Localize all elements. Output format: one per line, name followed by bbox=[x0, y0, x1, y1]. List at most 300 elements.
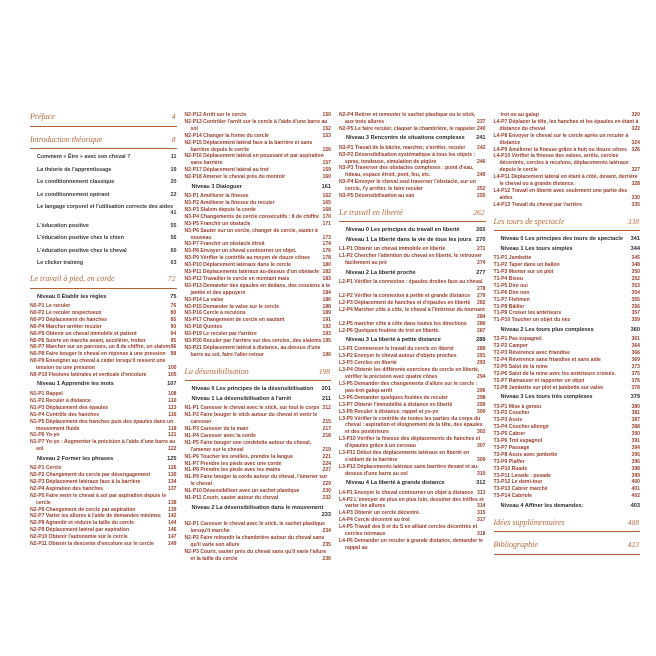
page-number: 165 bbox=[322, 199, 331, 206]
toc-exercise-entry bbox=[494, 473, 641, 480]
toc-exercise-entry bbox=[339, 193, 486, 200]
entry-label: Niveau 0 Les principes du travail en liberté bbox=[346, 227, 460, 234]
toc-exercise-entry bbox=[30, 520, 177, 527]
entry-label: N1-P4 Caresser avec la corde bbox=[184, 432, 256, 439]
toc-exercise-entry bbox=[494, 202, 641, 209]
entry-label: N2-P11 Obtenir la descente d'encolure sur le cercle bbox=[30, 541, 154, 548]
toc-exercise-entry bbox=[494, 283, 641, 290]
entry-label: L3-P12 Déplacements latéraux sans barrière devant et au-dessus d'une barre au sol bbox=[339, 463, 479, 477]
page-number: 309 bbox=[477, 456, 486, 463]
entry-label: N0-P9 Enseigner au cheval à céder lorsqu'il ressent une tension ou une pression bbox=[30, 358, 166, 372]
entry-label: N3-P5 Franchir un obstacle bbox=[184, 220, 251, 227]
toc-exercise-entry bbox=[494, 147, 641, 154]
toc-exercise-entry bbox=[339, 279, 486, 293]
page-number: 298 bbox=[477, 394, 486, 401]
toc-exercise-entry bbox=[185, 345, 332, 359]
page-number: 345 bbox=[631, 255, 640, 262]
entry-label: T3-P5 Cabrer bbox=[493, 431, 526, 438]
toc-exercise-entry bbox=[339, 126, 486, 133]
page-number: 364 bbox=[631, 343, 640, 350]
page-number: 233 bbox=[321, 511, 331, 518]
toc-level-heading bbox=[185, 505, 332, 519]
entry-label: N3-P3 Traverser des obstacles complexes : point d'eau, rideau, espace étroit, pont, feu, etc. bbox=[339, 165, 474, 179]
toc-exercise-entry bbox=[339, 436, 486, 450]
entry-label: Niveau 0 Établir les règles bbox=[37, 293, 107, 300]
entry-label: N1-P3 Caresser de la main bbox=[184, 426, 249, 433]
entry-label: L3-P1 Commencer le travail du cercle en liberté bbox=[339, 346, 454, 353]
page-number: 107 bbox=[167, 381, 177, 388]
entry-label: Niveau 3 Les tours très complexes bbox=[500, 394, 593, 400]
toc-exercise-entry bbox=[185, 331, 332, 338]
toc-exercise-entry bbox=[339, 293, 486, 300]
page-number: 289 bbox=[477, 346, 486, 353]
page-number: 394 bbox=[631, 444, 640, 451]
toc-exercise-entry bbox=[185, 495, 332, 502]
toc-column-2 bbox=[185, 112, 332, 562]
toc-level-heading bbox=[339, 337, 486, 344]
page-number: 354 bbox=[631, 289, 640, 296]
page-number: 302 bbox=[477, 429, 486, 436]
page-number: 230 bbox=[322, 488, 331, 495]
entry-label: Niveau 2 La désensibilisation dans le mouvement bbox=[191, 504, 324, 511]
entry-label: N3-P11 Déplacements latéraux au-dessus d'un obstacle bbox=[184, 269, 320, 276]
page-number: 315 bbox=[477, 510, 486, 517]
page-number: 366 bbox=[631, 350, 640, 357]
toc-exercise-entry bbox=[30, 419, 177, 433]
page-number: 277 bbox=[476, 269, 486, 276]
page-number: 255 bbox=[477, 193, 486, 200]
page-number: 168 bbox=[322, 206, 331, 213]
entry-label: N3-P7 Franchir un obstacle étroit bbox=[184, 241, 265, 248]
page-number: 183 bbox=[322, 275, 331, 282]
entry-label: T2-P1 Pas espagnol bbox=[493, 336, 542, 343]
entry-label: N3-P4 Envoyer le cheval seul traverser l'obstacle, sur un cercle, l'y arrêter, le faire reculer bbox=[339, 179, 476, 193]
toc-exercise-entry bbox=[494, 452, 641, 459]
toc-exercise-entry bbox=[185, 433, 332, 440]
entry-label: T1-P10 Toucher un objet du nez bbox=[493, 317, 571, 324]
toc-exercise-entry bbox=[185, 426, 332, 433]
entry-label: N2-P13 Contrôler l'arrêt sur le cercle à l'aide d'une barre au sol bbox=[184, 118, 328, 132]
page-number: 201 bbox=[321, 386, 331, 393]
entry-label: L3-P3 Cercles en liberté bbox=[339, 360, 397, 367]
page-number: 242 bbox=[477, 144, 486, 151]
page-number: 125 bbox=[167, 455, 177, 462]
entry-label: T3-P2 Coucher bbox=[493, 410, 530, 417]
entry-label: N2-P12 Arrêt sur le cercle bbox=[184, 112, 247, 118]
page-number: 173 bbox=[322, 234, 331, 241]
entry-label: N2-P10 Obtenir l'autonomie sur le cercle bbox=[30, 534, 128, 541]
toc-exercise-entry bbox=[494, 317, 641, 324]
page-number: 344 bbox=[630, 245, 640, 252]
page-number: 184 bbox=[322, 289, 331, 296]
entry-label: L3-P6 Demander quelques foulées de reculer bbox=[339, 394, 448, 401]
entry-label: T3-P8 Assis avec jambette bbox=[493, 451, 558, 458]
toc-exercise-entry: N0-P3 Déplacement de hanches 85 bbox=[30, 316, 177, 323]
entry-label: N0-P6 Suivre en marche avant, accélérer, trotter bbox=[30, 337, 146, 344]
entry-label: N3-P13 Demander des épaules en dedans, des cessions à la jambe et des appuyers bbox=[184, 282, 331, 296]
page-number: 150 bbox=[322, 112, 331, 118]
page-number: 293 bbox=[477, 360, 486, 367]
toc-exercise-entry bbox=[494, 417, 641, 424]
page-number: 387 bbox=[631, 417, 640, 424]
page-number: 11 bbox=[170, 154, 177, 160]
entry-label: La théorie de l'apprentissage bbox=[37, 166, 112, 173]
toc-exercise-entry bbox=[339, 300, 486, 307]
entry-label: N2-P2 Changement du cercle par désengagement bbox=[30, 472, 151, 479]
entry-label: T1-P4 Bisou bbox=[493, 275, 523, 282]
entry-label: Niveau 4 La liberté à grande distance bbox=[346, 480, 445, 487]
entry-label: L3-P5 Demander des changements d'allure sur le cercle : pas-trot-galop-arrêt bbox=[339, 380, 478, 394]
page-number: 286 bbox=[477, 320, 486, 327]
toc-exercise-entry bbox=[339, 112, 486, 126]
entry-label: L4-P2 L'envoyer de plus en plus loin, dessiner des trèfles et varier les allures bbox=[339, 496, 484, 510]
entry-label: Niveau 0 Les principes de la désensibilisation bbox=[191, 386, 314, 393]
toc-exercise-entry: N0-P6 Suivre en marche avant, accélérer, trotter 95 bbox=[30, 337, 177, 344]
toc-exercise-entry bbox=[494, 410, 641, 417]
page-number: 369 bbox=[631, 356, 640, 363]
toc-chapter-entry bbox=[30, 248, 177, 254]
entry-label: Le conditionnement classique bbox=[37, 179, 115, 185]
page-number: 189 bbox=[322, 310, 331, 317]
entry-label: trot ou au galop bbox=[500, 112, 539, 118]
toc-exercise-entry: N0-P5 Obtenir un cheval immobile et patient 94 bbox=[30, 330, 177, 337]
entry-label: N1-P4 Contrôle des hanches bbox=[30, 411, 100, 418]
page-number: 402 bbox=[631, 493, 640, 500]
entry-label: Le travail en liberté bbox=[339, 207, 403, 217]
page-number: 380 bbox=[631, 403, 640, 410]
entry-label: Le clicker training bbox=[37, 260, 84, 266]
toc-section-heading bbox=[185, 367, 332, 382]
entry-label: N3-P5 Désensibilisation au van bbox=[339, 193, 415, 200]
toc-level-heading bbox=[185, 386, 332, 393]
page-number: 361 bbox=[631, 336, 640, 343]
page-number: 274 bbox=[477, 260, 486, 267]
page-number: 20 bbox=[170, 179, 177, 185]
entry-label: N0-P1 Le reculer bbox=[30, 303, 71, 309]
page-number: 375 bbox=[631, 370, 640, 377]
page-number: 237 bbox=[477, 118, 486, 125]
toc-exercise-entry bbox=[494, 304, 641, 311]
entry-label: L3-P4 Obtenir les différents exercices du cercle en liberté, vérifier la précision avec quatre cônes bbox=[339, 367, 480, 381]
entry-label: T3-P9 Piaffer bbox=[493, 458, 525, 465]
toc-exercise-entry bbox=[494, 133, 641, 147]
page-number: 278 bbox=[477, 286, 486, 293]
toc-exercise-entry bbox=[185, 112, 332, 119]
page-number: 193 bbox=[322, 331, 331, 338]
toc-exercise-entry bbox=[30, 398, 177, 405]
page-number: 262 bbox=[473, 207, 485, 217]
toc-exercise-entry bbox=[494, 431, 641, 438]
toc-exercise-entry bbox=[185, 304, 332, 311]
entry-label: N2-P3 Déplacement latéraux face à la barrière bbox=[30, 478, 141, 485]
page-number: 288 bbox=[476, 336, 486, 343]
page-number: 232 bbox=[322, 495, 331, 502]
entry-label: N1-P7 Yo-yo : Augmenter la précision à l'aide d'une barre au sol bbox=[30, 439, 176, 453]
toc-exercise-entry bbox=[185, 297, 332, 304]
page-number: 390 bbox=[631, 431, 640, 438]
toc-exercise-entry bbox=[339, 346, 486, 353]
page-number: 171 bbox=[322, 220, 331, 227]
toc-exercise-entry bbox=[185, 521, 332, 535]
entry-label: Idées supplémentaires bbox=[493, 517, 565, 527]
toc-section-heading bbox=[494, 518, 641, 533]
toc-exercise-entry bbox=[339, 307, 486, 321]
page-number: 219 bbox=[322, 446, 331, 453]
entry-label: L2-P4 Marcher côte à côte, le cheval à l'intérieur du tournant bbox=[339, 306, 485, 313]
page-number: 265 bbox=[476, 227, 486, 234]
toc-exercise-entry bbox=[494, 255, 641, 262]
entry-label: N0-P2 Le reculer respectueux bbox=[30, 309, 102, 316]
entry-label: L4-P13 Travail du cheval par l'arrière bbox=[493, 201, 582, 208]
toc-level-heading bbox=[339, 237, 486, 244]
page-number: 322 bbox=[631, 125, 640, 132]
entry-label: T3-P3 Assis bbox=[493, 417, 523, 424]
page-number: 142 bbox=[168, 513, 177, 520]
page-number: 356 bbox=[631, 303, 640, 310]
entry-label: Niveau 4 Affiner les demandes: bbox=[500, 502, 584, 509]
page-number: 192 bbox=[322, 324, 331, 331]
entry-label: L3-P11 Début des déplacements latéraux en liberté en s'aidant de la barrière bbox=[339, 450, 470, 463]
entry-label: T2-P5 Salut de la reine bbox=[493, 363, 548, 370]
page-number: 400 bbox=[631, 479, 640, 486]
page-number: 108 bbox=[168, 390, 177, 397]
entry-label: N3-P15 Demander la valse sur le cercle bbox=[184, 303, 280, 310]
toc-exercise-entry bbox=[339, 497, 486, 511]
page-number: 121 bbox=[168, 432, 177, 439]
page-number: 252 bbox=[477, 186, 486, 193]
entry-label: Niveau 3 Rencontre de situations complexes bbox=[346, 135, 465, 142]
entry-label: Niveau 1 La désensibilisation à l'arrêt bbox=[191, 395, 292, 402]
entry-label: Niveau 3 Dialoguer bbox=[191, 183, 242, 190]
page-number: 357 bbox=[631, 310, 640, 317]
toc-section-heading bbox=[30, 135, 177, 150]
page-number: 227 bbox=[322, 467, 331, 474]
toc-exercise-entry bbox=[185, 174, 332, 181]
page-number: 130 bbox=[168, 472, 177, 479]
entry-label: N2-P15 Déplacement latéral face à la barrière et sans barrière depuis le cercle bbox=[184, 139, 313, 153]
toc-exercise-entry bbox=[185, 200, 332, 207]
toc-exercise-entry: N0-P2 Le reculer respectueux 80 bbox=[30, 309, 177, 316]
entry-label: T2-P4 Révérence sans friandise et sans aide bbox=[493, 356, 601, 363]
toc-level-heading bbox=[339, 135, 486, 142]
page-number: 287 bbox=[477, 327, 486, 334]
toc-entry-continuation bbox=[494, 112, 641, 119]
page-number: 195 bbox=[322, 338, 331, 345]
toc-exercise-entry bbox=[185, 221, 332, 228]
toc-exercise-entry: N0-P4 Marcher arrêter reculer 90 bbox=[30, 323, 177, 330]
page-number: 317 bbox=[477, 517, 486, 524]
toc-exercise-entry bbox=[30, 405, 177, 412]
entry-label: T3-P4 Coucher allongé bbox=[493, 424, 549, 431]
toc-exercise-entry bbox=[30, 527, 177, 534]
page-number: 330 bbox=[631, 194, 640, 201]
entry-label: N1-P10 Désensibiliser avec un sachet plastique bbox=[184, 488, 300, 495]
entry-label: L4-P3 Obtenir un cercle décentré. bbox=[339, 510, 421, 517]
page-number: 291 bbox=[477, 353, 486, 360]
page-number: 341 bbox=[630, 236, 640, 243]
entry-label: N3-P9 Vérifier le contrôle au moyen de douze cônes bbox=[184, 255, 310, 262]
table-of-contents bbox=[30, 112, 640, 562]
toc-chapter-entry bbox=[30, 235, 177, 241]
entry-label: N2-P5 Le faire reculer, claquer la chambrière, le rappeler bbox=[339, 125, 476, 132]
page-number: 105 bbox=[168, 372, 177, 379]
page-number: 408 bbox=[627, 517, 639, 527]
toc-exercise-entry bbox=[339, 367, 486, 381]
page-number: 212 bbox=[322, 405, 331, 412]
entry-label: Bibliographie bbox=[493, 540, 538, 550]
toc-level-heading bbox=[494, 327, 641, 334]
entry-label: T3-P6 Trot espagnol bbox=[493, 438, 543, 445]
page-number: 156 bbox=[322, 146, 331, 153]
entry-label: L4-P8 Envoyer le cheval sur le cercle après un reculer à distance bbox=[493, 132, 629, 146]
page-number: 198 bbox=[318, 366, 330, 376]
toc-exercise-entry bbox=[185, 228, 332, 242]
entry-label: N1-P2 Faire bouger le stick autour du cheval et venir le caresser bbox=[184, 412, 318, 426]
toc-exercise-entry bbox=[339, 360, 486, 367]
entry-label: L'éducation positive chez le cheval bbox=[37, 247, 127, 254]
entry-label: N1-P7 Prendre les pieds avec une corde bbox=[184, 460, 282, 467]
entry-label: L2-P1 Vérifier la connexion : épaules droites face au cheval bbox=[339, 279, 483, 286]
entry-label: N3-P12 Travailler le cercle en montant mais bbox=[184, 275, 290, 282]
page-number: 271 bbox=[477, 246, 486, 253]
toc-chapter-entry bbox=[30, 223, 177, 229]
entry-label: T2-P7 Ramasser et rapporter un objet bbox=[493, 377, 585, 384]
entry-label: N1-P5 Déplacement des hanches puis des épaules dans un mouvement fluide bbox=[30, 418, 174, 432]
page-number: 314 bbox=[477, 503, 486, 510]
toc-exercise-entry bbox=[185, 262, 332, 269]
page-number: 118 bbox=[168, 425, 177, 432]
page-number: 360 bbox=[630, 326, 640, 333]
page-number: 149 bbox=[168, 541, 177, 548]
page-number: 391 bbox=[631, 438, 640, 445]
toc-exercise-entry bbox=[494, 479, 641, 486]
toc-exercise-entry bbox=[339, 328, 486, 335]
toc-level-heading bbox=[494, 246, 641, 253]
entry-label: N0-P7 Marcher sur un parcours, un 8 de chiffre, un slalom bbox=[30, 344, 171, 351]
entry-label: N2-P4 Retirer et remonter le sachet plastique ou le stick, aux trois allures bbox=[339, 112, 476, 125]
page-number: 324 bbox=[631, 139, 640, 146]
toc-exercise-entry bbox=[185, 140, 332, 154]
entry-label: N3-P3 Slalom depuis la corde bbox=[184, 206, 256, 213]
entry-label: L3-P2 Envoyer le cheval autour d'objets proches bbox=[339, 353, 457, 360]
entry-label: L2-P2 Vérifier la connexion à petite et grande distance bbox=[339, 293, 471, 299]
toc-exercise-entry bbox=[339, 402, 486, 409]
toc-exercise-entry bbox=[185, 324, 332, 331]
entry-label: L2-P3 Déplacement de hanches et d'épaules en liberté bbox=[339, 299, 471, 306]
entry-label: N2-P2 Faire rebondir la chambrière autour du cheval sans qu'il varie son allure bbox=[184, 534, 325, 548]
page-number: 240 bbox=[477, 125, 486, 132]
toc-exercise-entry bbox=[30, 493, 177, 507]
toc-level-heading bbox=[185, 396, 332, 403]
page-number: 296 bbox=[477, 387, 486, 394]
toc-chapter-entry bbox=[30, 260, 177, 266]
page-number: 335 bbox=[631, 201, 640, 208]
toc-level-heading bbox=[494, 236, 641, 243]
toc-exercise-entry bbox=[494, 385, 641, 392]
page-number: 376 bbox=[631, 377, 640, 384]
entry-label: N1-P2 Reculer à distance bbox=[30, 397, 91, 404]
toc-section-heading bbox=[494, 540, 641, 555]
toc-chapter-entry bbox=[30, 192, 177, 198]
toc-exercise-entry bbox=[339, 416, 486, 437]
page-number: 221 bbox=[322, 453, 331, 460]
entry-label: N2-P7 Varier les allures à l'aide de demandes minimes bbox=[30, 513, 161, 520]
toc-exercise-entry bbox=[339, 253, 486, 267]
page-number: 379 bbox=[630, 394, 640, 400]
entry-label: T1-P1 Jambette bbox=[493, 255, 532, 262]
page-number: 327 bbox=[631, 167, 640, 174]
toc-exercise-entry bbox=[30, 432, 177, 439]
entry-label: T3-P12 Le demi-tour bbox=[493, 479, 543, 486]
page-number: 224 bbox=[322, 460, 331, 467]
page-number: 307 bbox=[477, 443, 486, 450]
toc-exercise-entry bbox=[185, 535, 332, 549]
toc-exercise-entry bbox=[185, 269, 332, 276]
toc-exercise-entry bbox=[339, 145, 486, 152]
entry-label: N2-P16 Déplacement latéral en poussant et par aspiration sans barrière bbox=[184, 153, 324, 167]
toc-exercise-entry bbox=[494, 459, 641, 466]
page-number: 196 bbox=[322, 351, 331, 358]
entry-label: Le conditionnement opérant bbox=[37, 191, 110, 198]
toc-column-3 bbox=[339, 112, 486, 562]
entry-label: L4-P7 Déplacer la tête, les hanches et les épaules en étant à distance du cheval bbox=[493, 118, 639, 132]
toc-exercise-entry bbox=[30, 486, 177, 493]
toc-chapter-entry bbox=[30, 154, 177, 160]
page-number: 399 bbox=[631, 472, 640, 479]
page-number: 381 bbox=[631, 410, 640, 417]
entry-label: L2-P6 Quelques foulées de trot en liberté. bbox=[339, 327, 440, 334]
toc-exercise-entry bbox=[494, 310, 641, 317]
entry-label: Niveau 2 La liberté proche bbox=[346, 269, 416, 276]
entry-label: N2-P6 Changement de cercle par aspiration bbox=[30, 506, 136, 513]
page-number: 338 bbox=[627, 216, 639, 226]
toc-exercise-entry bbox=[185, 133, 332, 140]
entry-label: Préface bbox=[30, 112, 55, 121]
toc-exercise-entry bbox=[185, 207, 332, 214]
entry-label: Comment « Être » avec son cheval ? bbox=[37, 154, 131, 160]
entry-label: L'éducation positive bbox=[37, 222, 89, 229]
entry-label: Niveau 0 Les principes des tours de spectacle bbox=[500, 236, 623, 243]
toc-exercise-entry bbox=[494, 297, 641, 304]
toc-exercise-entry bbox=[339, 538, 486, 552]
entry-label: T3-P1 Mise à genou bbox=[493, 403, 542, 410]
entry-label: Niveau 3 La liberté à petite distance bbox=[346, 336, 441, 343]
entry-label: N3-P4 Changements de cercle consécutifs : 8 de chiffre bbox=[184, 213, 319, 220]
entry-label: N2-P1 Caresser le cheval avec le stick, le sachet plastique lorsqu'il marche bbox=[184, 521, 325, 534]
page-number: 116 bbox=[168, 411, 177, 418]
toc-exercise-entry bbox=[494, 188, 641, 202]
page-number: 170 bbox=[322, 213, 331, 220]
page-number: 152 bbox=[322, 125, 331, 132]
page-number: 22 bbox=[170, 191, 177, 198]
page-number: 153 bbox=[322, 132, 331, 139]
toc-exercise-entry bbox=[339, 510, 486, 517]
page-number: 60 bbox=[170, 247, 177, 254]
entry-label: L1-P2 Chercher l'attention du cheval en liberté, le retrouver facilement au pré bbox=[339, 253, 483, 267]
toc-exercise-entry bbox=[494, 174, 641, 188]
toc-exercise-entry bbox=[185, 193, 332, 200]
toc-exercise-entry bbox=[185, 405, 332, 412]
page-number: 178 bbox=[322, 255, 331, 262]
toc-exercise-entry bbox=[185, 248, 332, 255]
toc-exercise-entry bbox=[185, 317, 332, 324]
toc-column-1 bbox=[30, 112, 177, 562]
toc-exercise-entry: N0-P1 Le reculer 76 bbox=[30, 303, 177, 309]
toc-chapter-entry bbox=[30, 204, 177, 216]
toc-exercise-entry bbox=[339, 165, 486, 179]
toc-level-heading bbox=[339, 480, 486, 487]
entry-label: Niveau 2 Former les phrases bbox=[37, 455, 114, 462]
